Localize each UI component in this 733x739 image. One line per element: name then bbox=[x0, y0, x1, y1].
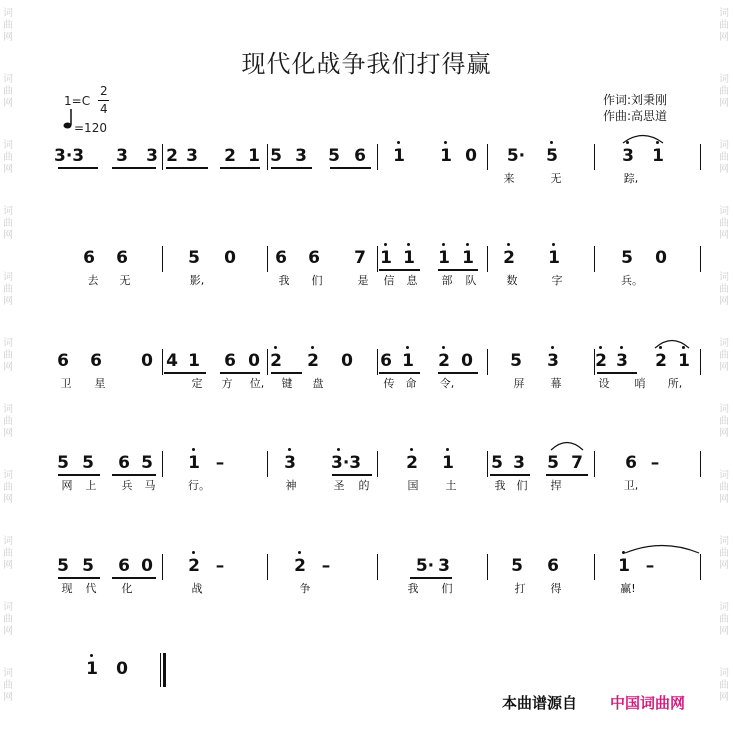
lyric-syllable: 部 bbox=[441, 274, 453, 287]
jianpu-note: 1 bbox=[248, 146, 260, 166]
key-signature: 1=C bbox=[64, 94, 91, 108]
jianpu-note: 6 bbox=[224, 351, 236, 371]
jianpu-note: 1 bbox=[618, 556, 630, 576]
octave-high-dot bbox=[466, 243, 469, 246]
beam-underline bbox=[112, 577, 156, 579]
jianpu-note: 1 bbox=[462, 248, 474, 268]
bar-line bbox=[700, 554, 701, 580]
jianpu-note: 6 bbox=[57, 351, 69, 371]
jianpu-note: 2 bbox=[166, 146, 178, 166]
octave-high-dot bbox=[298, 551, 301, 554]
jianpu-note: 5 bbox=[270, 146, 282, 166]
jianpu-note: 2 bbox=[655, 351, 667, 371]
lyric-syllable: 卫 bbox=[60, 377, 72, 390]
lyric-syllable: 们 bbox=[311, 274, 323, 287]
beam-underline bbox=[166, 167, 208, 169]
dash-extension: – bbox=[215, 556, 225, 576]
lyric-syllable: 上 bbox=[85, 479, 97, 492]
lyric-syllable: 化 bbox=[121, 582, 133, 595]
lyric-syllable: 国 bbox=[407, 479, 419, 492]
lyric-syllable: 争 bbox=[299, 582, 311, 595]
octave-high-dot bbox=[311, 346, 314, 349]
bar-line bbox=[377, 246, 378, 272]
bar-line bbox=[267, 554, 268, 580]
jianpu-note: 1 bbox=[188, 351, 200, 371]
beam-underline bbox=[546, 474, 588, 476]
bar-line bbox=[377, 554, 378, 580]
lyric-syllable: 我 bbox=[494, 479, 506, 492]
jianpu-note: 3 bbox=[616, 351, 628, 371]
beam-underline bbox=[271, 372, 302, 374]
octave-high-dot bbox=[406, 346, 409, 349]
bar-line bbox=[377, 349, 378, 375]
beam-underline bbox=[112, 474, 156, 476]
bar-line bbox=[594, 451, 595, 477]
staff-row bbox=[0, 351, 733, 411]
staff-row bbox=[0, 146, 733, 206]
lyric-syllable: 盘 bbox=[312, 377, 324, 390]
lyric-syllable: 代 bbox=[85, 582, 97, 595]
jianpu-note: 6 bbox=[118, 556, 130, 576]
octave-high-dot bbox=[274, 346, 277, 349]
jianpu-note: 1 bbox=[438, 248, 450, 268]
jianpu-note: 3·3 bbox=[54, 146, 85, 166]
lyric-syllable: 方 bbox=[221, 377, 233, 390]
jianpu-note: 2 bbox=[294, 556, 306, 576]
jianpu-note: 3 bbox=[146, 146, 158, 166]
jianpu-note: 6 bbox=[380, 351, 392, 371]
lyric-syllable: 行。 bbox=[188, 479, 210, 492]
lyric-syllable: 得 bbox=[550, 582, 562, 595]
beam-underline bbox=[220, 167, 260, 169]
beam-underline bbox=[597, 372, 637, 374]
bar-line bbox=[162, 554, 163, 580]
jianpu-note: 3 bbox=[622, 146, 634, 166]
beam-underline bbox=[379, 269, 420, 271]
octave-high-dot bbox=[192, 448, 195, 451]
jianpu-note: 1 bbox=[188, 453, 200, 473]
bar-line bbox=[700, 246, 701, 272]
octave-high-dot bbox=[410, 448, 413, 451]
bar-line bbox=[163, 653, 166, 687]
beam-underline bbox=[58, 577, 100, 579]
jianpu-note: 5 bbox=[141, 453, 153, 473]
jianpu-note: 5 bbox=[57, 453, 69, 473]
jianpu-note: 2 bbox=[188, 556, 200, 576]
jianpu-note: 2 bbox=[595, 351, 607, 371]
jianpu-note: 1 bbox=[402, 351, 414, 371]
jianpu-note: 5 bbox=[621, 248, 633, 268]
jianpu-note: 5· bbox=[415, 556, 435, 576]
jianpu-note: 2 bbox=[307, 351, 319, 371]
octave-high-dot bbox=[337, 448, 340, 451]
tie-arc bbox=[624, 540, 700, 554]
jianpu-note: 6 bbox=[90, 351, 102, 371]
jianpu-note: 6 bbox=[625, 453, 637, 473]
bar-line bbox=[487, 144, 488, 170]
lyric-syllable: 赢! bbox=[620, 582, 636, 595]
bar-line bbox=[594, 144, 595, 170]
lyric-syllable: 屏 bbox=[513, 377, 525, 390]
jianpu-note: 4 bbox=[166, 351, 178, 371]
beam-underline bbox=[379, 372, 420, 374]
tie-arc bbox=[550, 437, 584, 451]
jianpu-note: 3 bbox=[513, 453, 525, 473]
staff-row bbox=[0, 248, 733, 308]
bar-line bbox=[487, 554, 488, 580]
jianpu-note: 5 bbox=[547, 453, 559, 473]
staff-row bbox=[0, 453, 733, 513]
lyric-syllable: 战 bbox=[191, 582, 203, 595]
lyricist: 作词:刘秉刚 bbox=[603, 93, 668, 107]
jianpu-note: 5 bbox=[82, 453, 94, 473]
lyric-syllable: 捍 bbox=[550, 479, 562, 492]
lyric-syllable: 现 bbox=[61, 582, 73, 595]
octave-high-dot bbox=[442, 243, 445, 246]
credits bbox=[603, 92, 667, 124]
dash-extension: – bbox=[650, 453, 660, 473]
time-signature-top: 2 bbox=[100, 84, 108, 98]
jianpu-note: 5 bbox=[511, 556, 523, 576]
beam-underline bbox=[490, 474, 530, 476]
lyric-syllable: 网 bbox=[61, 479, 73, 492]
lyric-syllable: 马 bbox=[144, 479, 156, 492]
dash-extension: – bbox=[645, 556, 655, 576]
lyric-syllable: 土 bbox=[445, 479, 457, 492]
beam-underline bbox=[58, 167, 98, 169]
lyric-syllable: 令, bbox=[439, 377, 455, 390]
bar-line bbox=[487, 246, 488, 272]
lyric-syllable: 们 bbox=[516, 479, 528, 492]
bar-line bbox=[700, 349, 701, 375]
beam-underline bbox=[112, 167, 156, 169]
jianpu-note: 3 bbox=[116, 146, 128, 166]
jianpu-note: 5 bbox=[491, 453, 503, 473]
jianpu-note: 0 bbox=[465, 146, 477, 166]
tie-arc bbox=[622, 130, 664, 144]
jianpu-note: 5 bbox=[546, 146, 558, 166]
bar-line bbox=[160, 653, 161, 687]
bar-line bbox=[162, 451, 163, 477]
jianpu-note: 5 bbox=[57, 556, 69, 576]
jianpu-note: 1 bbox=[393, 146, 405, 166]
lyric-syllable: 数 bbox=[506, 274, 518, 287]
lyric-syllable: 定 bbox=[191, 377, 203, 390]
lyric-syllable: 我 bbox=[278, 274, 290, 287]
jianpu-note: 3 bbox=[186, 146, 198, 166]
lyric-syllable: 兵。 bbox=[621, 274, 643, 287]
tie-arc bbox=[654, 335, 690, 349]
lyric-syllable: 兵 bbox=[121, 479, 133, 492]
beam-underline bbox=[58, 474, 100, 476]
lyric-syllable: 键 bbox=[281, 377, 293, 390]
octave-high-dot bbox=[620, 346, 623, 349]
jianpu-note: 6 bbox=[83, 248, 95, 268]
lyric-syllable: 设 bbox=[598, 377, 610, 390]
octave-high-dot bbox=[552, 243, 555, 246]
source-site-link[interactable]: 中国词曲网 bbox=[610, 694, 686, 712]
lyric-syllable: 去 bbox=[87, 274, 99, 287]
lyric-syllable: 字 bbox=[551, 274, 563, 287]
lyric-syllable: 来 bbox=[503, 172, 515, 185]
lyric-syllable: 无 bbox=[119, 274, 131, 287]
source-label: 本曲谱源自 bbox=[502, 694, 578, 712]
beam-underline bbox=[438, 269, 478, 271]
jianpu-note: 2 bbox=[438, 351, 450, 371]
time-signature-bottom: 4 bbox=[100, 102, 108, 116]
jianpu-note: 6 bbox=[547, 556, 559, 576]
time-signature-bar bbox=[98, 100, 109, 101]
jianpu-note: 5· bbox=[506, 146, 526, 166]
jianpu-note: 6 bbox=[116, 248, 128, 268]
beam-underline bbox=[410, 577, 452, 579]
jianpu-note: 0 bbox=[461, 351, 473, 371]
jianpu-note: 0 bbox=[655, 248, 667, 268]
lyric-syllable: 们 bbox=[441, 582, 453, 595]
lyric-syllable: 打 bbox=[514, 582, 526, 595]
lyric-syllable: 我 bbox=[407, 582, 419, 595]
beam-underline bbox=[330, 167, 371, 169]
lyric-syllable: 所, bbox=[667, 377, 683, 390]
jianpu-note: 3 bbox=[295, 146, 307, 166]
bar-line bbox=[594, 554, 595, 580]
jianpu-note: 1 bbox=[380, 248, 392, 268]
lyric-syllable: 位, bbox=[249, 377, 265, 390]
bar-line bbox=[162, 349, 163, 375]
bar-line bbox=[267, 144, 268, 170]
jianpu-note: 3·3 bbox=[331, 453, 362, 473]
bar-line bbox=[377, 451, 378, 477]
jianpu-note: 6 bbox=[275, 248, 287, 268]
jianpu-note: 5 bbox=[328, 146, 340, 166]
bar-line bbox=[162, 246, 163, 272]
bar-line bbox=[267, 246, 268, 272]
bar-line bbox=[162, 144, 163, 170]
dash-extension: – bbox=[215, 453, 225, 473]
jianpu-note: 3 bbox=[438, 556, 450, 576]
jianpu-note: 5 bbox=[188, 248, 200, 268]
bar-line bbox=[594, 349, 595, 375]
lyric-syllable: 是 bbox=[357, 274, 369, 287]
dash-extension: – bbox=[321, 556, 331, 576]
octave-high-dot bbox=[397, 141, 400, 144]
jianpu-note: 1 bbox=[403, 248, 415, 268]
lyric-syllable: 踪, bbox=[623, 172, 639, 185]
jianpu-note: 0 bbox=[248, 351, 260, 371]
jianpu-note: 7 bbox=[571, 453, 583, 473]
bar-line bbox=[487, 451, 488, 477]
beam-underline bbox=[220, 372, 260, 374]
jianpu-note: 2 bbox=[224, 146, 236, 166]
octave-high-dot bbox=[407, 243, 410, 246]
jianpu-note: 2 bbox=[270, 351, 282, 371]
jianpu-note: 6 bbox=[118, 453, 130, 473]
jianpu-note: 0 bbox=[141, 556, 153, 576]
jianpu-note: 7 bbox=[354, 248, 366, 268]
quarter-note-icon bbox=[62, 108, 74, 130]
right-watermark: 词 曲 网 词 曲 网 词 曲 网 词 曲 网 词 曲 网 词 曲 网 词 曲 网 词 曲 网 词 曲 网 词 曲 网 词 曲 网 bbox=[719, 8, 729, 703]
lyric-syllable: 神 bbox=[285, 479, 297, 492]
lyric-syllable: 无 bbox=[550, 172, 562, 185]
song-title: 现代化战争我们打得赢 bbox=[241, 50, 492, 78]
composer: 作曲:高思道 bbox=[603, 109, 668, 123]
jianpu-note: 1 bbox=[652, 146, 664, 166]
jianpu-note: 6 bbox=[308, 248, 320, 268]
jianpu-note: 2 bbox=[406, 453, 418, 473]
left-watermark: 词 曲 网 词 曲 网 词 曲 网 词 曲 网 词 曲 网 词 曲 网 词 曲 网 词 曲 网 词 曲 网 词 曲 网 词 曲 网 bbox=[3, 8, 13, 703]
lyric-syllable: 哨 bbox=[634, 377, 646, 390]
bar-line bbox=[700, 144, 701, 170]
jianpu-note: 1 bbox=[678, 351, 690, 371]
octave-high-dot bbox=[446, 448, 449, 451]
octave-high-dot bbox=[384, 243, 387, 246]
jianpu-note: 0 bbox=[341, 351, 353, 371]
lyric-syllable: 命 bbox=[405, 377, 417, 390]
lyric-syllable: 卫, bbox=[623, 479, 639, 492]
octave-high-dot bbox=[442, 346, 445, 349]
lyric-syllable: 影, bbox=[189, 274, 205, 287]
octave-high-dot bbox=[288, 448, 291, 451]
jianpu-note: 3 bbox=[284, 453, 296, 473]
bar-line bbox=[700, 451, 701, 477]
jianpu-note: 5 bbox=[82, 556, 94, 576]
jianpu-note: 0 bbox=[141, 351, 153, 371]
tempo-marking: =120 bbox=[74, 121, 107, 135]
bar-line bbox=[487, 349, 488, 375]
octave-high-dot bbox=[192, 551, 195, 554]
bar-line bbox=[377, 144, 378, 170]
octave-high-dot bbox=[507, 243, 510, 246]
lyric-syllable: 息 bbox=[406, 274, 418, 287]
jianpu-note: 0 bbox=[116, 659, 128, 679]
jianpu-note: 1 bbox=[440, 146, 452, 166]
octave-high-dot bbox=[90, 654, 93, 657]
bar-line bbox=[267, 349, 268, 375]
octave-high-dot bbox=[551, 346, 554, 349]
lyric-syllable: 星 bbox=[94, 377, 106, 390]
octave-high-dot bbox=[599, 346, 602, 349]
jianpu-note: 2 bbox=[503, 248, 515, 268]
lyric-syllable: 幕 bbox=[550, 377, 562, 390]
lyric-syllable: 的 bbox=[358, 479, 370, 492]
jianpu-note: 5 bbox=[510, 351, 522, 371]
lyric-syllable: 传 bbox=[383, 377, 395, 390]
jianpu-note: 6 bbox=[354, 146, 366, 166]
beam-underline bbox=[332, 474, 372, 476]
beam-underline bbox=[271, 167, 312, 169]
jianpu-note: 3 bbox=[547, 351, 559, 371]
lyric-syllable: 信 bbox=[383, 274, 395, 287]
beam-underline bbox=[164, 372, 206, 374]
lyric-syllable: 队 bbox=[465, 274, 477, 287]
jianpu-note: 1 bbox=[442, 453, 454, 473]
staff-row bbox=[0, 556, 733, 616]
jianpu-note: 0 bbox=[224, 248, 236, 268]
jianpu-note: 1 bbox=[548, 248, 560, 268]
octave-high-dot bbox=[444, 141, 447, 144]
bar-line bbox=[594, 246, 595, 272]
jianpu-note: 1 bbox=[86, 659, 98, 679]
beam-underline bbox=[438, 372, 478, 374]
lyric-syllable: 圣 bbox=[333, 479, 345, 492]
bar-line bbox=[267, 451, 268, 477]
octave-high-dot bbox=[550, 141, 553, 144]
